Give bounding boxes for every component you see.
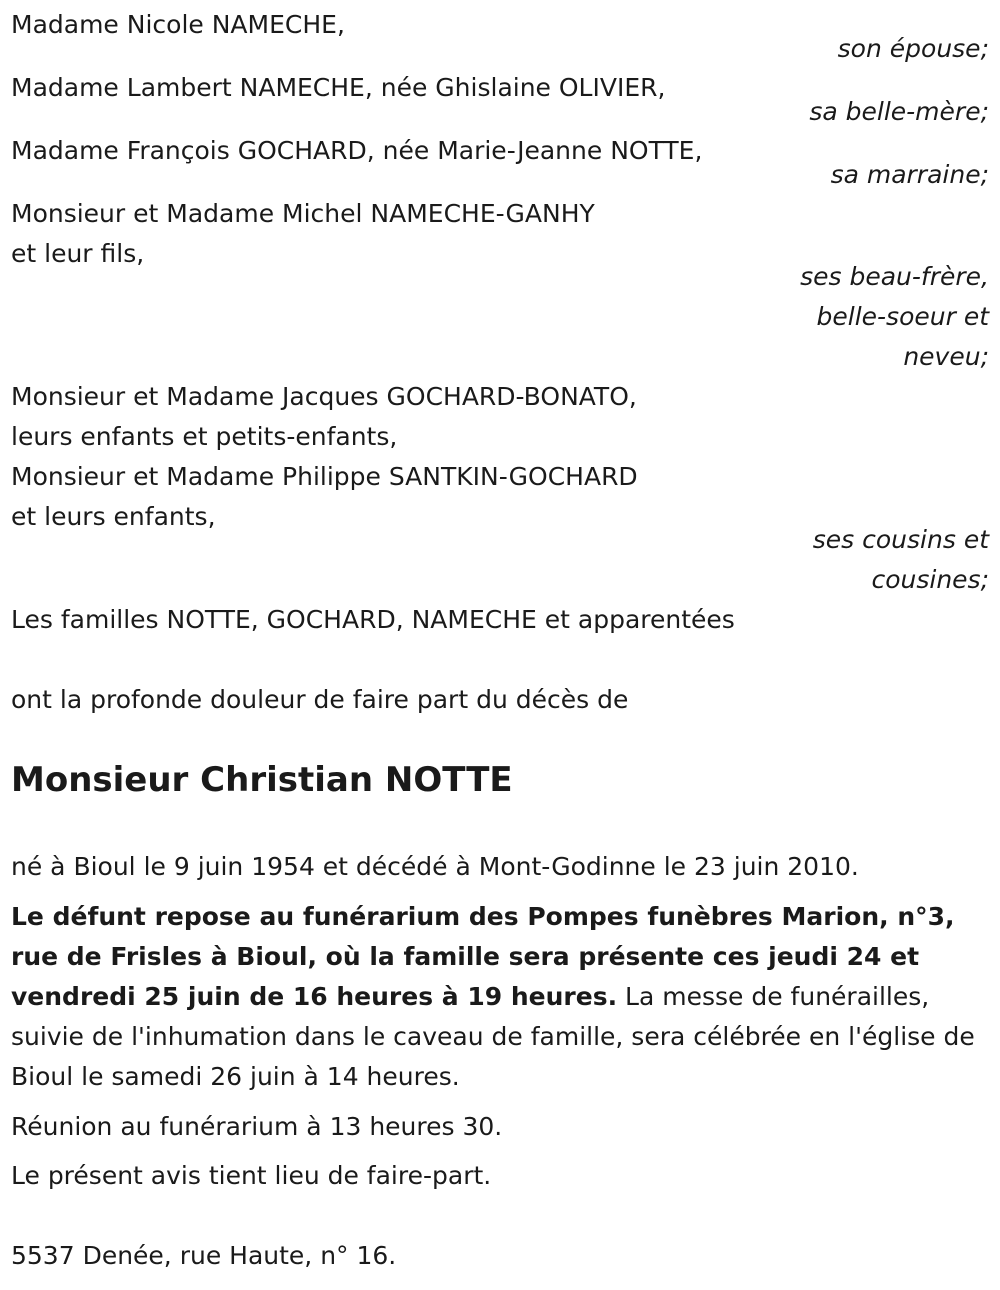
relative-line: Madame Nicole NAMECHE,	[11, 10, 345, 39]
relation-label: sa marraine;	[830, 160, 989, 189]
relative-line: et leurs enfants,	[11, 502, 216, 531]
relative-line: Monsieur et Madame Michel NAMECHE-GANHY	[11, 199, 595, 228]
deceased-name: Monsieur Christian NOTTE	[11, 760, 513, 800]
relation-label: cousines;	[871, 565, 989, 594]
funeral-details-bold: Le défunt repose au funérarium des Pompes funèbres Marion, n°3, rue de Frisles à Bioul, où la famille sera présente ces jeudi 24 et vendredi 25 juin de 16 heures à 19 heures.	[11, 902, 955, 1011]
address-text: 5537 Denée, rue Haute, n° 16.	[11, 1241, 397, 1270]
relative-line: Monsieur et Madame Jacques GOCHARD-BONATO,	[11, 382, 637, 411]
relation-label: son épouse;	[837, 34, 989, 63]
relation-label: ses beau-frère,	[800, 262, 989, 291]
relative-line: et leur fils,	[11, 239, 145, 268]
relative-line: Madame François GOCHARD, née Marie-Jeanne NOTTE,	[11, 136, 703, 165]
meeting-text: Réunion au funérarium à 13 heures 30.	[11, 1112, 503, 1141]
notice-text: Le présent avis tient lieu de faire-part.	[11, 1161, 492, 1190]
relative-line: leurs enfants et petits-enfants,	[11, 422, 398, 451]
relation-label: neveu;	[903, 342, 989, 371]
relative-line: Madame Lambert NAMECHE, née Ghislaine OLIVIER,	[11, 73, 666, 102]
funeral-paragraph	[11, 897, 989, 1097]
relation-label: belle-soeur et	[816, 302, 989, 331]
relative-line: Les familles NOTTE, GOCHARD, NAMECHE et apparentées	[11, 605, 735, 634]
birth-death-text: né à Bioul le 9 juin 1954 et décédé à Mont-Godinne le 23 juin 2010.	[11, 852, 859, 881]
announcement-text: ont la profonde douleur de faire part du décès de	[11, 685, 629, 714]
relation-label: sa belle-mère;	[809, 97, 989, 126]
funeral-mass-text: La messe de funérailles, suivie de l'inhumation dans le caveau de famille, sera célébrée en l'église de Bioul le samedi 26 juin à 14 heures.	[11, 982, 975, 1091]
relative-line: Monsieur et Madame Philippe SANTKIN-GOCHARD	[11, 462, 638, 491]
relation-label: ses cousins et	[812, 525, 989, 554]
